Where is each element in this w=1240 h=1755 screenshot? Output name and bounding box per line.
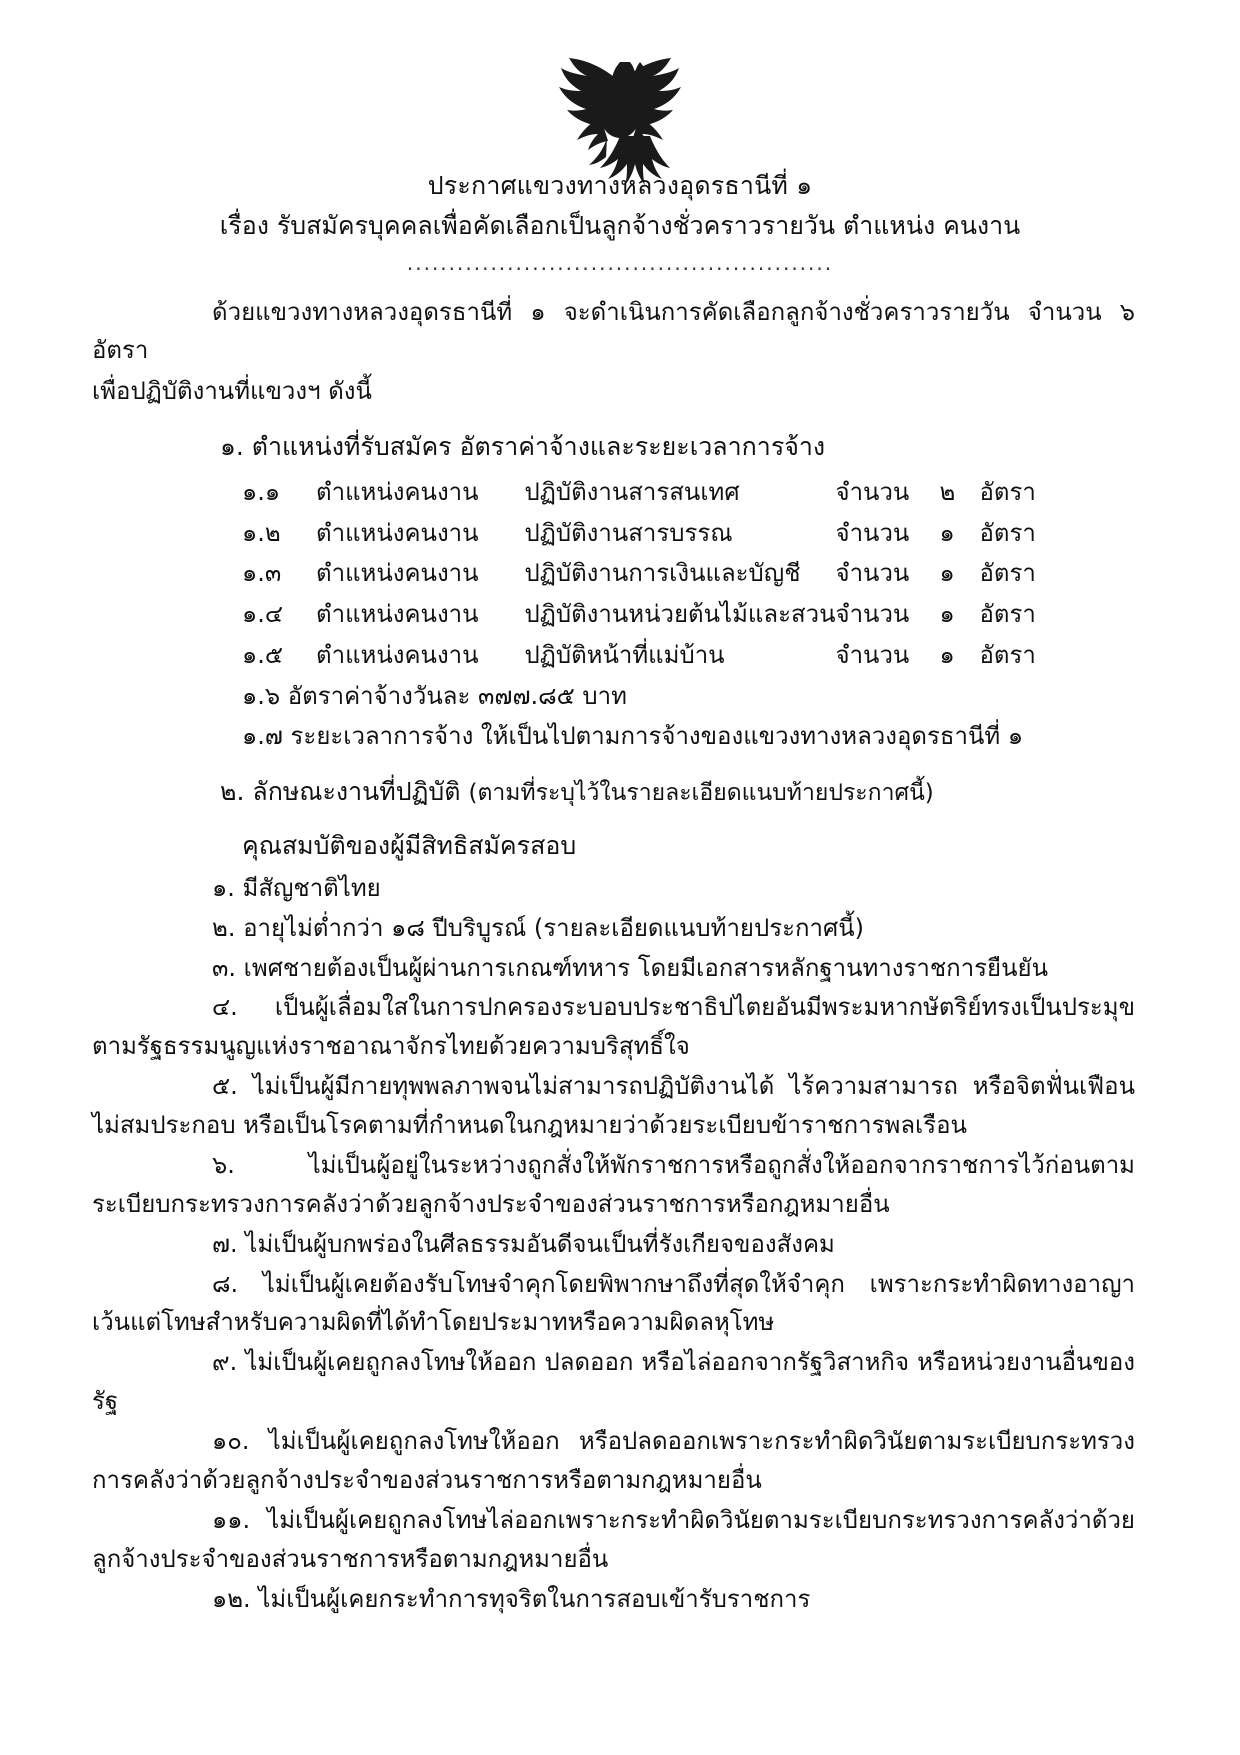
divider: ................................................... <box>406 250 834 275</box>
position-duty: ปฏิบัติงานสารบรรณ <box>524 518 733 547</box>
list-item: ๕. ไม่เป็นผู้มีกายทุพพลภาพจนไม่สามารถปฏิบัติงานได้ ไร้ความสามารถ หรือจิตฟั่นเฟือนไม่สมประกอบ หรือเป็นโรคตามที่กำหนดในกฎหมายว่าด้วยระเบียบข้าราชการพลเรือน <box>92 1072 1135 1139</box>
position-label: ตำแหน่ง <box>316 518 405 547</box>
position-count-label: จำนวน <box>835 477 910 506</box>
position-count: ๑ <box>939 518 955 547</box>
position-duty: ปฏิบัติหน้าที่แม่บ้าน <box>524 641 725 670</box>
position-unit: อัตรา <box>979 559 1036 588</box>
qualifications-heading: คุณสมบัติของผู้มีสิทธิสมัครสอบ <box>242 831 577 861</box>
position-unit: อัตรา <box>979 600 1036 629</box>
position-unit: อัตรา <box>979 641 1036 670</box>
position-count-label: จำนวน <box>835 600 910 629</box>
intro-paragraph-line2: เพื่อปฏิบัติงานที่แขวงฯ ดังนี้ <box>92 377 372 406</box>
table-row <box>242 513 1050 554</box>
section-1-heading: ๑. ตำแหน่งที่รับสมัคร อัตราค่าจ้างและระยะเวลาการจ้าง <box>220 432 826 462</box>
list-item: ๔. เป็นผู้เลื่อมใสในการปกครองระบอบประชาธิปไตยอันมีพระมหากษัตริย์ทรงเป็นประมุขตามรัฐธรรมนูญแห่งราชอาณาจักรไทยด้วยความบริสุทธิ์ใจ <box>92 993 1135 1061</box>
section-2-heading-note: (ตามที่ระบุไว้ในรายละเอียดแนบท้ายประกาศนี้) <box>468 779 934 806</box>
position-unit: อัตรา <box>979 477 1036 506</box>
list-item: ๑๑. ไม่เป็นผู้เคยถูกลงโทษไล่ออกเพราะกระทำผิดวินัยตามระเบียบกระทรวงการคลังว่าด้วยลูกจ้างประจำของส่วนราชการหรือตามกฎหมายอื่น <box>92 1505 1135 1573</box>
position-name: คนงาน <box>404 600 479 629</box>
position-name: คนงาน <box>404 518 479 547</box>
position-no: ๑.๓ <box>242 559 282 588</box>
position-name: คนงาน <box>404 477 479 506</box>
item-contract-period: ๑.๗ ระยะเวลาการจ้าง ให้เป็นไปตามการจ้างของแขวงทางหลวงอุดรธานีที่ ๑ <box>242 721 1024 750</box>
list-item: ๘. ไม่เป็นผู้เคยต้องรับโทษจำคุกโดยพิพากษาถึงที่สุดให้จำคุก เพราะกระทำผิดทางอาญาเว้นแต่โทษสำหรับความผิดที่ได้ทำโดยประมาทหรือความผิดลหุโทษ <box>92 1269 1135 1337</box>
position-count-label: จำนวน <box>835 559 910 588</box>
position-unit: อัตรา <box>979 518 1036 547</box>
position-label: ตำแหน่ง <box>316 559 405 588</box>
position-label: ตำแหน่ง <box>316 600 405 629</box>
document-subject: เรื่อง รับสมัครบุคคลเพื่อคัดเลือกเป็นลูกจ้างชั่วคราวรายวัน ตำแหน่ง คนงาน <box>219 211 1021 241</box>
document-heading <box>0 168 1240 275</box>
position-duty: ปฏิบัติงานสารสนเทศ <box>524 477 740 506</box>
list-item: ๑. มีสัญชาติไทย <box>212 873 381 902</box>
position-name: คนงาน <box>404 641 479 670</box>
section-2-heading-bold: ๒. ลักษณะงานที่ปฏิบัติ <box>220 776 461 806</box>
list-item: ๑๒. ไม่เป็นผู้เคยกระทำการทุจริตในการสอบเข้ารับราชการ <box>212 1584 811 1613</box>
document-body <box>0 293 1240 1619</box>
emblem-container <box>0 0 1240 150</box>
qualifications-list <box>92 869 1135 1619</box>
table-row <box>242 635 1050 676</box>
position-label: ตำแหน่ง <box>316 641 405 670</box>
list-item: ๓. เพศชายต้องเป็นผู้ผ่านการเกณฑ์ทหาร โดยมีเอกสารหลักฐานทางราชการยืนยัน <box>212 953 1048 982</box>
list-item: ๖. ไม่เป็นผู้อยู่ในระหว่างถูกสั่งให้พักราชการหรือถูกสั่งให้ออกจากราชการไว้ก่อนตามระเบียบกระทรวงการคลังว่าด้วยลูกจ้างประจำของส่วนราชการหรือกฎหมายอื่น <box>92 1150 1135 1218</box>
position-name: คนงาน <box>404 559 479 588</box>
position-no: ๑.๑ <box>242 477 281 506</box>
position-label: ตำแหน่ง <box>316 477 405 506</box>
garuda-emblem-icon <box>545 52 695 187</box>
table-row <box>242 472 1050 513</box>
table-row <box>242 553 1050 594</box>
list-item: ๒. อายุไม่ต่ำกว่า ๑๘ ปีบริบูรณ์ (รายละเอียดแนบท้ายประกาศนี้) <box>212 913 865 942</box>
position-no: ๑.๒ <box>242 518 281 547</box>
position-count-label: จำนวน <box>835 518 910 547</box>
page-title: ประกาศแขวงทางหลวงอุดรธานีที่ ๑ <box>427 171 813 200</box>
position-count: ๑ <box>939 559 955 588</box>
position-count: ๑ <box>939 641 955 670</box>
list-item: ๑๐. ไม่เป็นผู้เคยถูกลงโทษให้ออก หรือปลดออกเพราะกระทำผิดวินัยตามระเบียบกระทรวงการคลังว่าด้วยลูกจ้างประจำของส่วนราชการหรือตามกฎหมายอื่น <box>92 1427 1135 1494</box>
section-2-heading <box>92 772 1135 813</box>
item-wage-rate: ๑.๖ อัตราค่าจ้างวันละ ๓๗๗.๘๕ บาท <box>242 682 627 710</box>
position-duty: ปฏิบัติงานหน่วยต้นไม้และสวน <box>524 600 836 629</box>
intro-paragraph-line1: ด้วยแขวงทางหลวงอุดรธานีที่ ๑ จะดำเนินการคัดเลือกลูกจ้างชั่วคราวรายวัน จำนวน ๖ อัตรา <box>92 297 1135 365</box>
position-count: ๒ <box>939 477 956 506</box>
position-count-label: จำนวน <box>835 641 910 670</box>
table-row <box>242 594 1050 635</box>
position-no: ๑.๕ <box>242 641 284 670</box>
position-duty: ปฏิบัติงานการเงินและบัญชี <box>524 559 801 588</box>
position-count: ๑ <box>939 600 955 629</box>
list-item: ๙. ไม่เป็นผู้เคยถูกลงโทษให้ออก ปลดออก หรือไล่ออกจากรัฐวิสาหกิจ หรือหน่วยงานอื่นของรัฐ <box>92 1348 1135 1416</box>
positions-table <box>242 472 1050 676</box>
position-no: ๑.๔ <box>242 600 284 629</box>
list-item: ๗. ไม่เป็นผู้บกพร่องในศีลธรรมอันดีจนเป็นที่รังเกียจของสังคม <box>212 1229 835 1258</box>
